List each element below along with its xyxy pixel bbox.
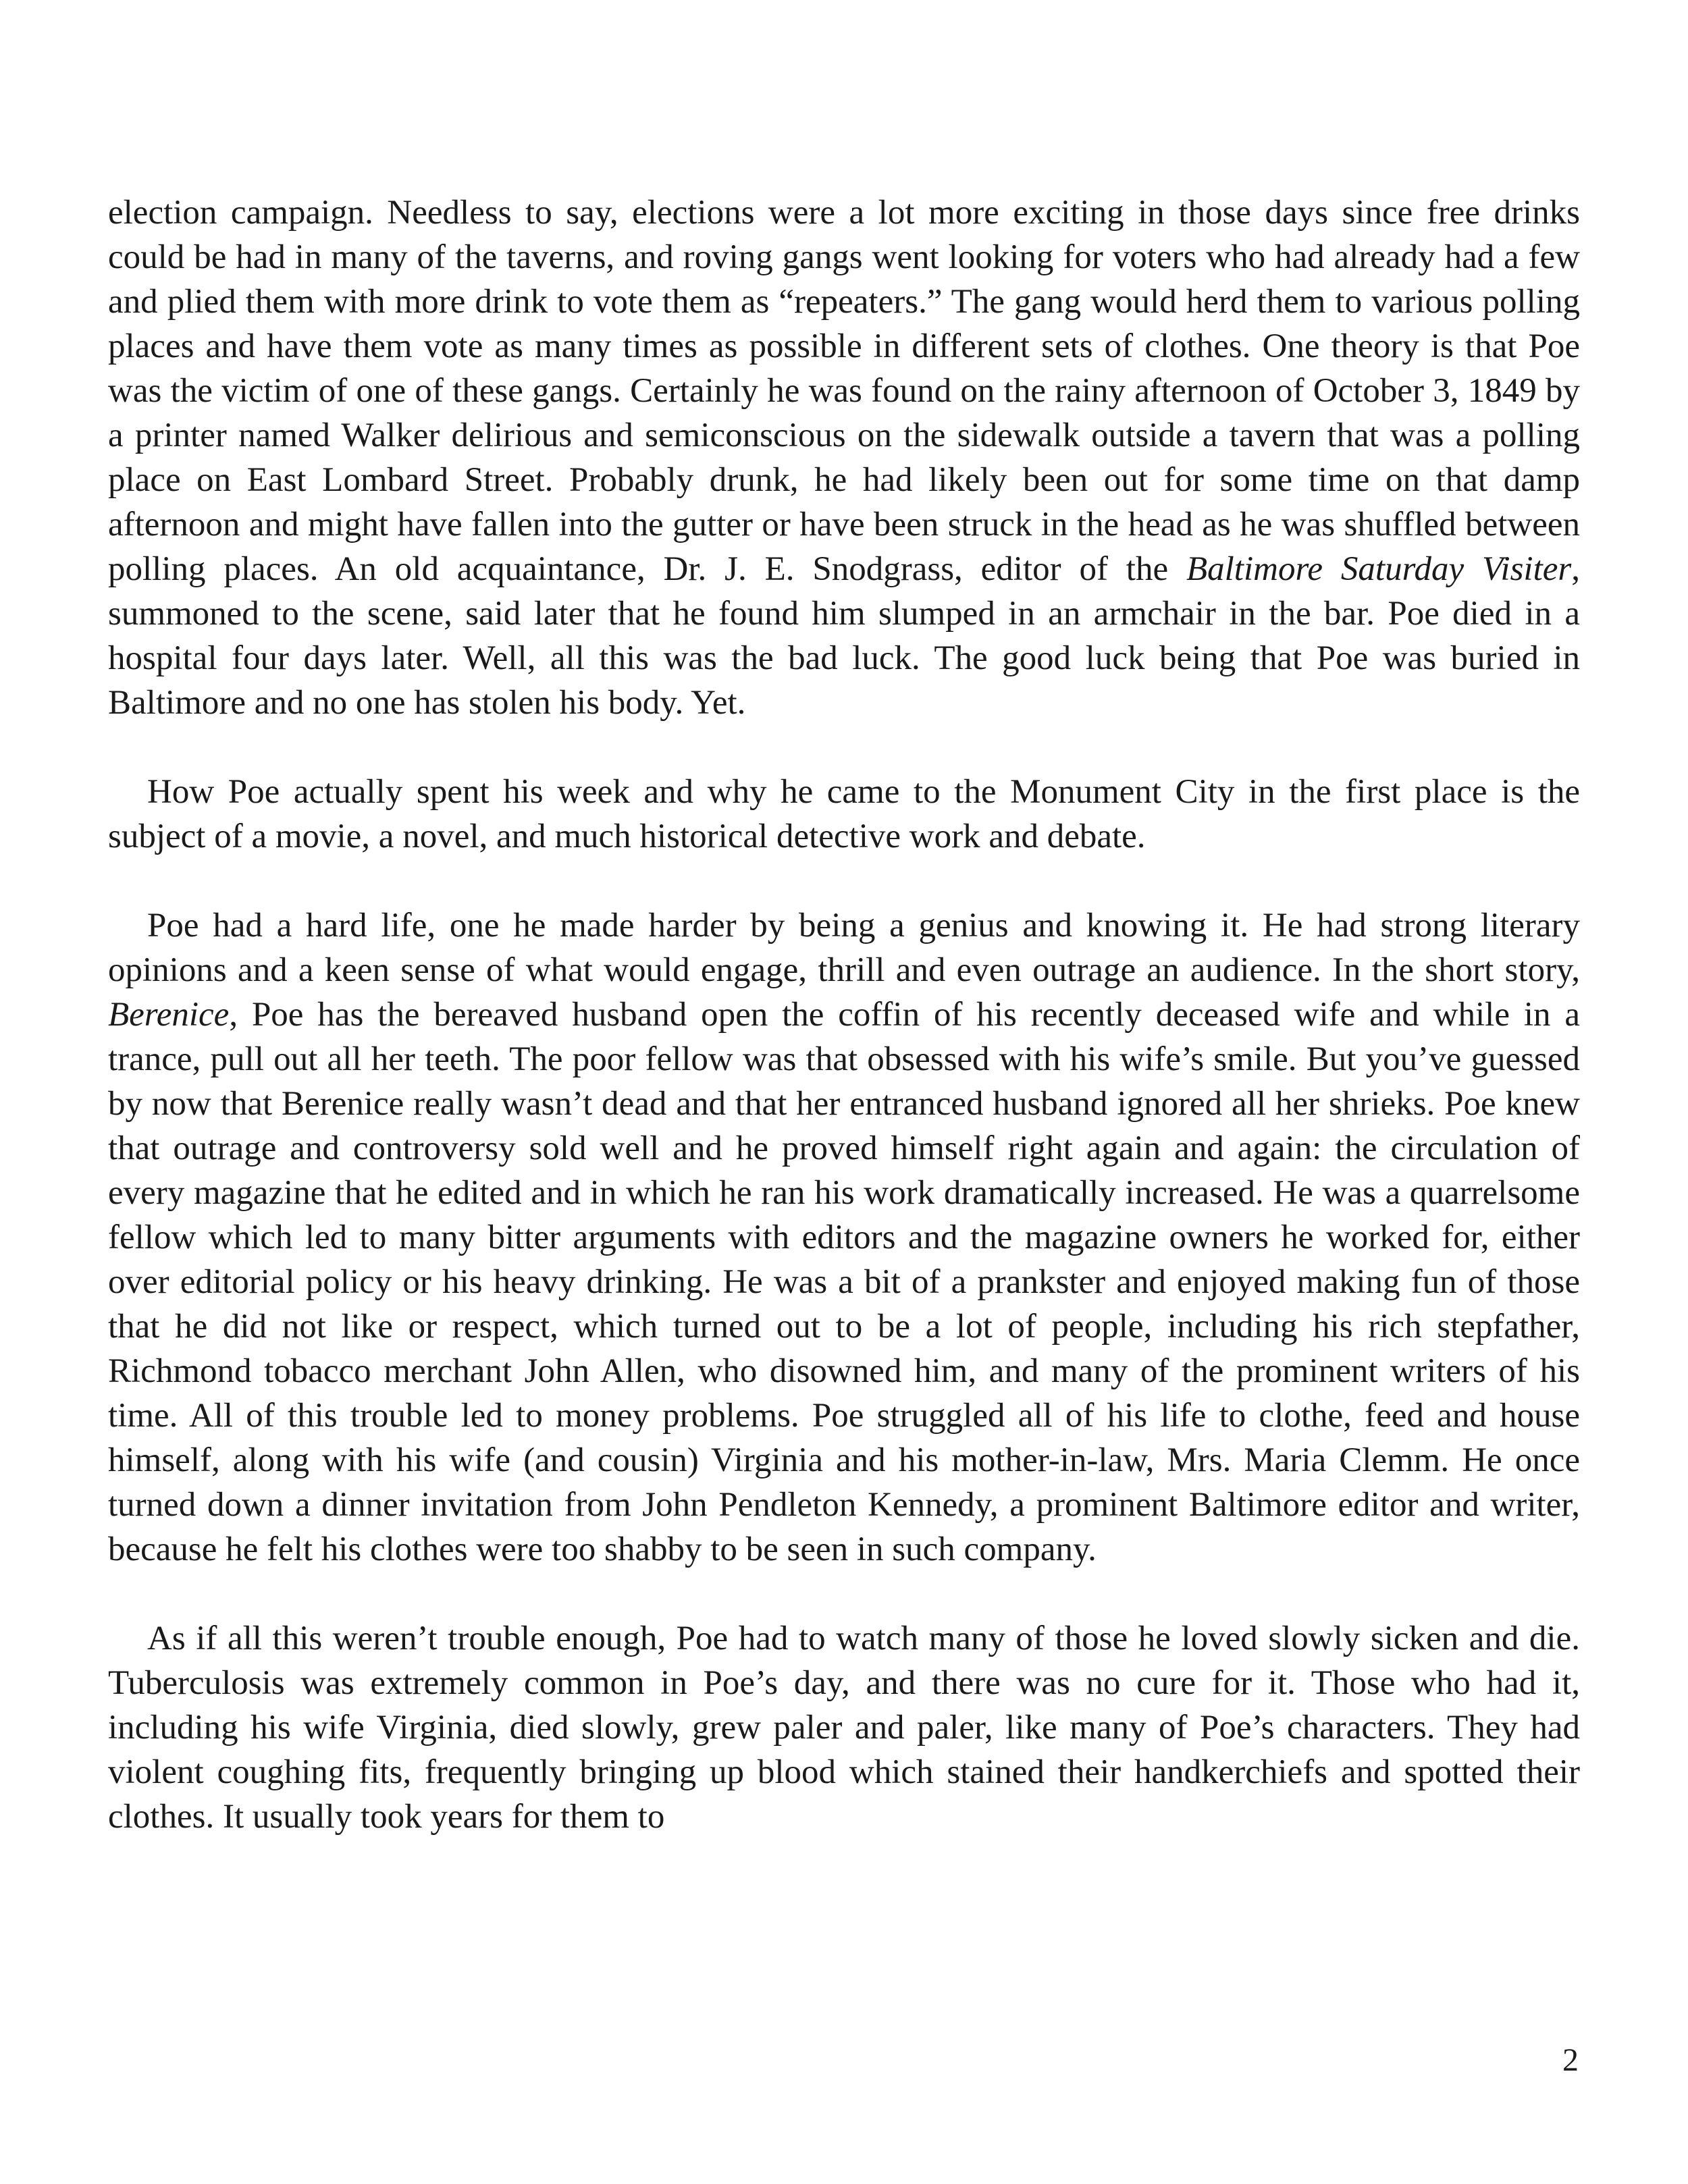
body-text [108, 190, 1580, 1839]
paragraph-hard-life [108, 903, 1580, 1572]
paragraph-election-campaign [108, 190, 1580, 725]
paragraph-monument-city [108, 770, 1580, 859]
paragraph-tuberculosis [108, 1616, 1580, 1839]
text-segment: election campaign. Needless to say, elections were a lot more exciting in those days since free drinks could be had in many of the taverns, and roving gangs went looking for voters who had already had a few and plied them with more drink to vote them as “repeaters.” The gang would herd them to various polling places and have them vote as many times as possible in different sets of clothes. One theory is that Poe was the victim of one of these gangs. Certainly he was found on the rainy afternoon of October 3, 1849 by a printer named Walker delirious and semiconscious on the sidewalk outside a tavern that was a polling place on East Lombard Street. Probably drunk, he had likely been out for some time on that damp afternoon and might have fallen into the gutter or have been struck in the head as he was shuffled between polling places. An old acquaintance, Dr. J. E. Snodgrass, editor of the [108, 194, 1580, 588]
text-segment: , summoned to the scene, said later that he found him slumped in an armchair in the bar. Poe died in a hospital four days later. Well, all this was the bad luck. The good luck being that Poe was buried in Baltimore and no one has stolen his body. Yet. [108, 550, 1580, 722]
text-segment: , Poe has the bereaved husband open the coffin of his recently deceased wife and while in a trance, pull out all her teeth. The poor fellow was that obsessed with his wife’s smile. But you’ve guessed by now that Berenice really wasn’t dead and that her entranced husband ignored all her shrieks. Poe knew that outrage and controversy sold well and he proved himself right again and again: the circulation of every magazine that he edited and in which he ran his work dramatically increased. He was a quarrelsome fellow which led to many bitter arguments with editors and the magazine owners he worked for, either over editorial policy or his heavy drinking. He was a bit of a prankster and enjoyed making fun of those that he did not like or respect, which turned out to be a lot of people, including his rich stepfather, Richmond tobacco merchant John Allen, who disowned him, and many of the prominent writers of his time. All of this trouble led to money problems. Poe struggled all of his life to clothe, feed and house himself, along with his wife (and cousin) Virginia and his mother-in-law, Mrs. Maria Clemm. He once turned down a dinner invitation from John Pendleton Kennedy, a prominent Baltimore editor and writer, because he felt his clothes were too shabby to be seen in such company. [108, 996, 1580, 1568]
text-segment: As if all this weren’t trouble enough, Poe had to watch many of those he loved slowly sicken and die. Tuberculosis was extremely common in Poe’s day, and there was no cure for it. Those who had it, including his wife Virginia, died slowly, grew paler and paler, like many of Poe’s characters. They had violent coughing fits, frequently bringing up blood which stained their handkerchiefs and spotted their clothes. It usually took years for them to [108, 1620, 1580, 1836]
text-segment: Poe had a hard life, one he made harder by being a genius and knowing it. He had strong literary opinions and a keen sense of what would engage, thrill and even outrage an audience. In the short story, [108, 907, 1580, 989]
italic-title-berenice: Berenice [108, 996, 230, 1034]
italic-title-baltimore-saturday-visiter: Baltimore Saturday Visiter [1186, 550, 1572, 588]
page-number: 2 [1562, 2042, 1579, 2078]
text-segment: How Poe actually spent his week and why he came to the Monument City in the first place is the subject of a movie, a novel, and much historical detective work and debate. [108, 773, 1580, 855]
